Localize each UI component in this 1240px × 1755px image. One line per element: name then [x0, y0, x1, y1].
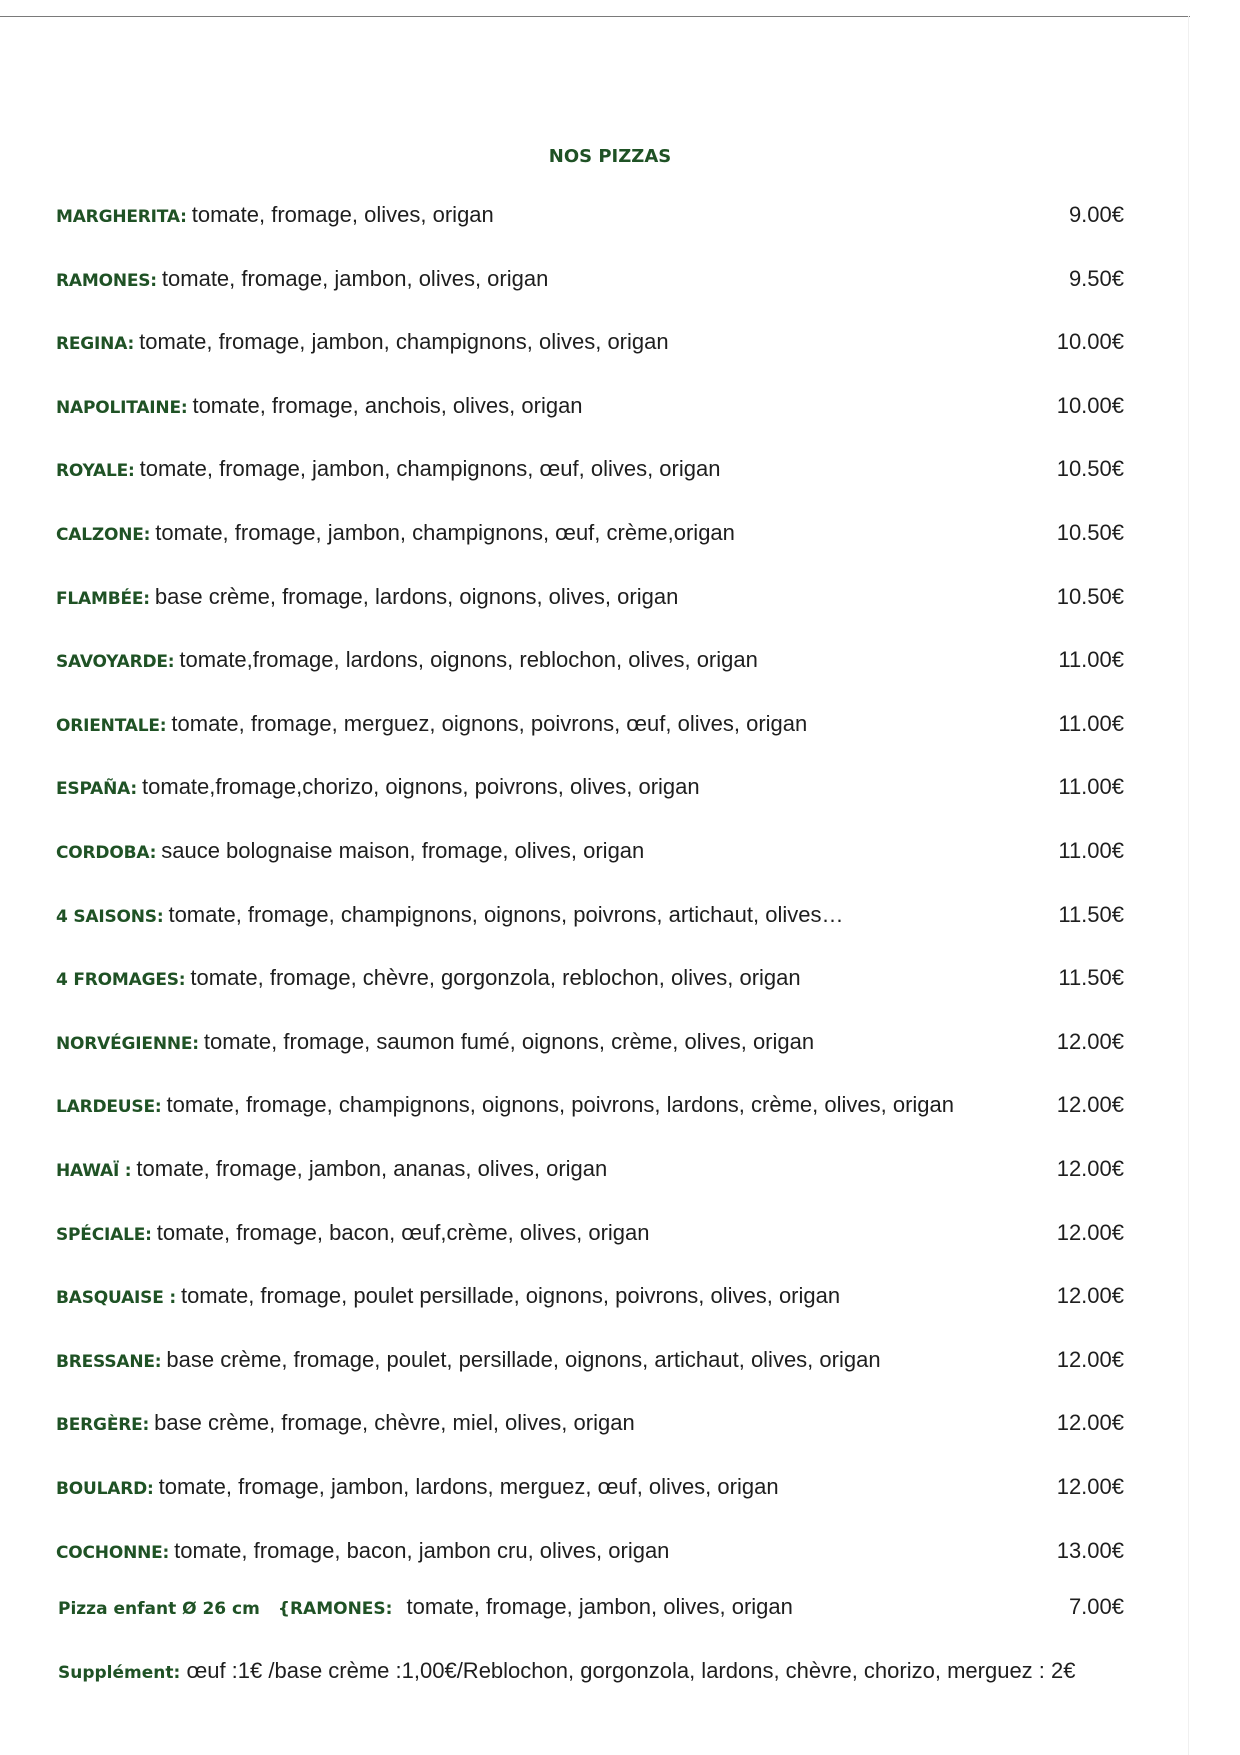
menu-title: NOS PIZZAS [548, 146, 672, 167]
pizza-name: 4 FROMAGES: [56, 970, 186, 991]
pizza-name: BRESSANE: [56, 1351, 162, 1372]
pizza-name: CALZONE: [56, 525, 151, 545]
pizza-price: 10.00€ [1056, 392, 1124, 418]
pizza-row [56, 965, 1124, 999]
pizza-name: RAMONES: [56, 270, 157, 291]
pizza-row [56, 774, 1124, 808]
pizza-price: 10.50€ [1056, 583, 1124, 609]
pizza-row [56, 711, 1124, 745]
pizza-name: ESPAÑA: [56, 779, 138, 800]
pizza-ingredients: tomate, fromage, champignons, oignons, poivrons, lardons, crème, olives, origan [166, 1092, 954, 1118]
pizza-price: 12.00€ [1056, 1346, 1124, 1372]
kids-pizza-price: 7.00€ [1068, 1594, 1124, 1619]
supplement-row [58, 1658, 1075, 1684]
pizza-name: SPÉCIALE: [56, 1224, 152, 1245]
pizza-name: ROYALE: [56, 461, 135, 482]
pizza-price: 11.00€ [1058, 647, 1124, 673]
pizza-name: LARDEUSE: [56, 1097, 162, 1118]
pizza-name: SAVOYARDE: [56, 652, 175, 673]
pizza-name: REGINA: [56, 334, 135, 355]
pizza-name: MARGHERITA: [56, 207, 187, 227]
pizza-row [56, 584, 1124, 618]
pizza-ingredients: tomate, fromage, olives, origan [191, 202, 494, 227]
pizza-ingredients: sauce bolognaise maison, fromage, olives, origan [161, 838, 645, 863]
pizza-ingredients: tomate, fromage, jambon, champignons, œuf, crème,origan [155, 520, 735, 545]
supplement-label: Supplément: [58, 1663, 181, 1683]
pizza-ingredients: tomate, fromage, champignons, oignons, poivrons, artichaut, olives… [168, 901, 844, 927]
pizza-name: COCHONNE: [56, 1542, 170, 1563]
pizza-row [56, 647, 1124, 681]
pizza-name: ORIENTALE: [56, 715, 167, 736]
pizza-price: 10.00€ [1056, 329, 1124, 355]
pizza-ingredients: tomate, fromage, merguez, oignons, poivrons, œuf, olives, origan [171, 710, 808, 736]
pizza-price: 10.50€ [1056, 456, 1124, 482]
supplement-text: œuf :1€ /base crème :1,00€/Reblochon, gorgonzola, lardons, chèvre, chorizo, merguez : 2€ [186, 1658, 1076, 1683]
pizza-row [56, 202, 1124, 236]
pizza-row [56, 1220, 1124, 1254]
pizza-ingredients: tomate, fromage, jambon, champignons, olives, origan [139, 329, 669, 355]
pizza-row [56, 1156, 1124, 1190]
pizza-ingredients: base crème, fromage, chèvre, miel, olives, origan [154, 1410, 635, 1436]
pizza-row [56, 1092, 1124, 1126]
pizza-price: 11.00€ [1058, 774, 1124, 800]
pizza-price: 13.00€ [1056, 1537, 1124, 1563]
pizza-name: BASQUAISE : [56, 1288, 176, 1309]
pizza-ingredients: tomate,fromage,chorizo, oignons, poivrons, olives, origan [142, 774, 700, 800]
pizza-price: 12.00€ [1056, 1474, 1124, 1499]
pizza-price: 12.00€ [1056, 1156, 1124, 1181]
pizza-row [56, 393, 1124, 427]
pizza-price: 9.00€ [1068, 202, 1124, 227]
pizza-price: 12.00€ [1056, 1283, 1124, 1309]
pizza-name: NAPOLITAINE: [56, 397, 188, 418]
pizza-ingredients: base crème, fromage, poulet, persillade, oignons, artichaut, olives, origan [166, 1346, 881, 1372]
pizza-name: BOULARD: [56, 1479, 154, 1499]
pizza-ingredients: tomate, fromage, chèvre, gorgonzola, reblochon, olives, origan [190, 965, 801, 991]
pizza-ingredients: tomate, fromage, bacon, jambon cru, olives, origan [174, 1537, 670, 1563]
pizza-name: NORVÉGIENNE: [56, 1033, 199, 1054]
pizza-row [56, 902, 1124, 936]
pizza-row [56, 838, 1124, 872]
pizza-name: CORDOBA: [56, 843, 157, 863]
pizza-price: 12.00€ [1056, 1219, 1124, 1245]
top-border-line [0, 16, 1190, 17]
kids-pizza-ingredients: tomate, fromage, jambon, olives, origan [406, 1594, 793, 1619]
kids-pizza-name: {RAMONES: [277, 1599, 393, 1619]
pizza-row [56, 1538, 1124, 1572]
pizza-row [56, 520, 1124, 554]
pizza-row [56, 1347, 1124, 1381]
pizza-ingredients: tomate, fromage, jambon, champignons, œuf, olives, origan [139, 456, 721, 482]
pizza-name: BERGÈRE: [56, 1415, 150, 1436]
pizza-name: HAWAÏ : [56, 1161, 132, 1181]
pizza-row [56, 1410, 1124, 1444]
pizza-ingredients: tomate, fromage, poulet persillade, oignons, poivrons, olives, origan [180, 1283, 841, 1309]
pizza-ingredients: tomate, fromage, jambon, lardons, merguez, œuf, olives, origan [158, 1474, 779, 1499]
pizza-ingredients: tomate, fromage, jambon, olives, origan [161, 265, 549, 291]
page-edge [1188, 16, 1189, 1755]
pizza-ingredients: tomate, fromage, bacon, œuf,crème, olives, origan [156, 1219, 650, 1245]
pizza-price: 11.00€ [1058, 838, 1124, 863]
pizza-price: 12.00€ [1056, 1092, 1124, 1118]
pizza-price: 12.00€ [1056, 1028, 1124, 1054]
pizza-ingredients: tomate, fromage, saumon fumé, oignons, crème, olives, origan [203, 1028, 815, 1054]
pizza-price: 11.00€ [1058, 710, 1124, 736]
kids-pizza-row [58, 1594, 1124, 1628]
pizza-name: 4 SAISONS: [56, 906, 164, 927]
pizza-row [56, 266, 1124, 300]
pizza-price: 10.50€ [1056, 520, 1124, 545]
pizza-price: 12.00€ [1056, 1410, 1124, 1436]
pizza-ingredients: base crème, fromage, lardons, oignons, olives, origan [154, 583, 679, 609]
pizza-price: 9.50€ [1068, 265, 1124, 291]
kids-pizza-label: Pizza enfant Ø 26 cm [58, 1599, 260, 1619]
pizza-price: 11.50€ [1058, 901, 1124, 927]
pizza-ingredients: tomate, fromage, jambon, ananas, olives, origan [136, 1156, 608, 1181]
pizza-price: 11.50€ [1058, 965, 1124, 991]
pizza-name: FLAMBÉE: [56, 588, 150, 609]
pizza-ingredients: tomate,fromage, lardons, oignons, reblochon, olives, origan [179, 647, 758, 673]
pizza-row [56, 456, 1124, 490]
pizza-row [56, 1474, 1124, 1508]
pizza-row [56, 1029, 1124, 1063]
pizza-ingredients: tomate, fromage, anchois, olives, origan [192, 392, 583, 418]
pizza-row [56, 329, 1124, 363]
pizza-row [56, 1283, 1124, 1317]
